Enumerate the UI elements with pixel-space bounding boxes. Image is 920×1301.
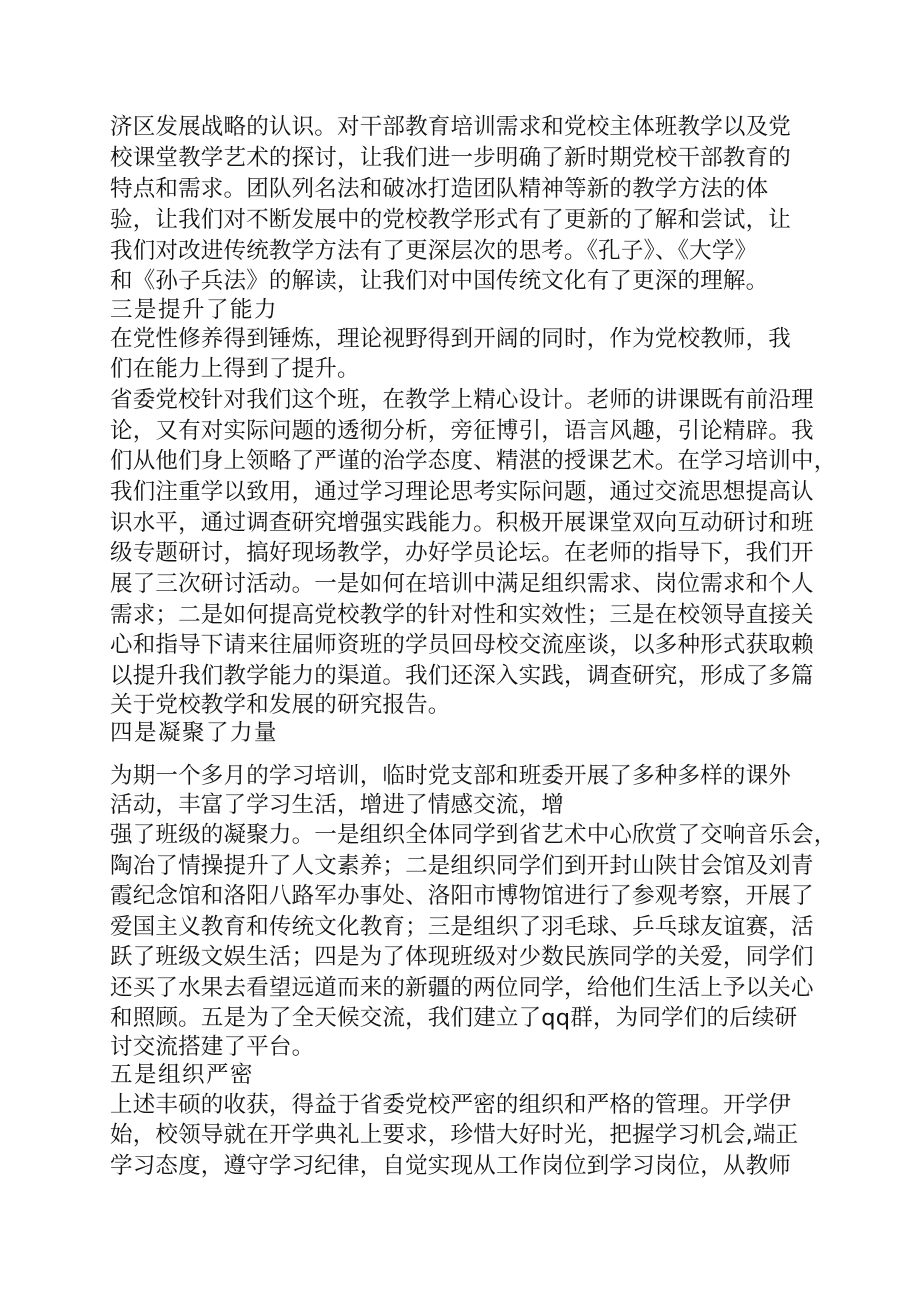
body-line: 特点和需求。团队列名法和破冰打造团队精神等新的教学方法的体 bbox=[110, 176, 769, 202]
body-line: 始，校领导就在开学典礼上要求，珍惜大好时光，把握学习机会,端正 bbox=[110, 1122, 799, 1148]
body-line: 需求；二是如何提高党校教学的针对性和实效性；三是在校领导直接关 bbox=[110, 602, 814, 628]
body-line: 为期一个多月的学习培训，临时党支部和班委开展了多种多样的课外 bbox=[110, 763, 792, 789]
body-line: 以提升我们教学能力的渠道。我们还深入实践，调查研究，形成了多篇 bbox=[110, 663, 814, 689]
body-line: 学习态度，遵守学习纪律，自觉实现从工作岗位到学习岗位，从教师 bbox=[110, 1153, 792, 1179]
body-line: 关于党校教学和发展的研究报告。 bbox=[110, 692, 451, 718]
body-line: 和《孙子兵法》的解读，让我们对中国传统文化有了更深的理解。 bbox=[110, 268, 769, 294]
body-line: 强了班级的凝聚力。一是组织全体同学到省艺术中心欣赏了交响音乐会， bbox=[110, 822, 837, 848]
body-line: 济区发展战略的认识。对干部教育培训需求和党校主体班教学以及党 bbox=[110, 114, 792, 140]
body-line: 和照顾。五是为了全天候交流，我们建立了qq群，为同学们的后续研 bbox=[110, 1005, 798, 1031]
body-line: 陶冶了情操提升了人文素养；二是组织同学们到开封山陕甘会馆及刘青 bbox=[110, 853, 814, 879]
body-line: 在党性修养得到锤炼，理论视野得到开阔的同时，作为党校教师，我 bbox=[110, 326, 792, 352]
body-line: 我们注重学以致用，通过学习理论思考实际问题，通过交流思想提高认 bbox=[110, 479, 814, 505]
body-line: 爱国主义教育和传统文化教育；三是组织了羽毛球、乒乓球友谊赛，活 bbox=[110, 914, 814, 940]
body-line: 级专题研讨，搞好现场教学，办好学员论坛。在老师的指导下，我们开 bbox=[110, 540, 814, 566]
body-line: 我们对改进传统教学方法有了更深层次的思考。《孔子》、《大学》 bbox=[110, 238, 758, 264]
body-line: 验，让我们对不断发展中的党校教学形式有了更新的了解和尝试，让 bbox=[110, 207, 792, 233]
body-line: 跃了班级文娱生活；四是为了体现班级对少数民族同学的关爱，同学们 bbox=[110, 944, 814, 970]
body-line: 上述丰硕的收获，得益于省委党校严密的组织和严格的管理。开学伊 bbox=[110, 1092, 792, 1118]
body-line: 省委党校针对我们这个班，在教学上精心设计。老师的讲课既有前沿理 bbox=[110, 387, 814, 413]
body-line: 们在能力上得到了提升。 bbox=[110, 356, 360, 382]
body-line: 还买了水果去看望远道而来的新疆的两位同学，给他们生活上予以关心 bbox=[110, 975, 814, 1001]
body-line: 展了三次研讨活动。一是如何在培训中满足组织需求、岗位需求和个人 bbox=[110, 571, 814, 597]
section-heading: 三是提升了能力 bbox=[110, 297, 279, 323]
body-line: 心和指导下请来往届师资班的学员回母校交流座谈，以多种形式获取赖 bbox=[110, 632, 814, 658]
section-heading: 四是凝聚了力量 bbox=[110, 720, 279, 746]
body-line: 识水平，通过调查研究增强实践能力。积极开展课堂双向互动研讨和班 bbox=[110, 510, 814, 536]
body-line: 校课堂教学艺术的探讨，让我们进一步明确了新时期党校干部教育的 bbox=[110, 145, 792, 171]
body-line: 们从他们身上领略了严谨的治学态度、精湛的授课艺术。在学习培训中， bbox=[110, 448, 837, 474]
body-line: 论，又有对实际问题的透彻分析，旁征博引，语言风趣，引论精辟。我 bbox=[110, 418, 814, 444]
body-line: 霞纪念馆和洛阳八路军办事处、洛阳市博物馆进行了参观考察，开展了 bbox=[110, 883, 814, 909]
body-line: 活动，丰富了学习生活，增进了情感交流，增 bbox=[110, 792, 565, 818]
section-heading: 五是组织严密 bbox=[110, 1062, 255, 1088]
body-line: 讨交流搭建了平台。 bbox=[110, 1034, 315, 1060]
